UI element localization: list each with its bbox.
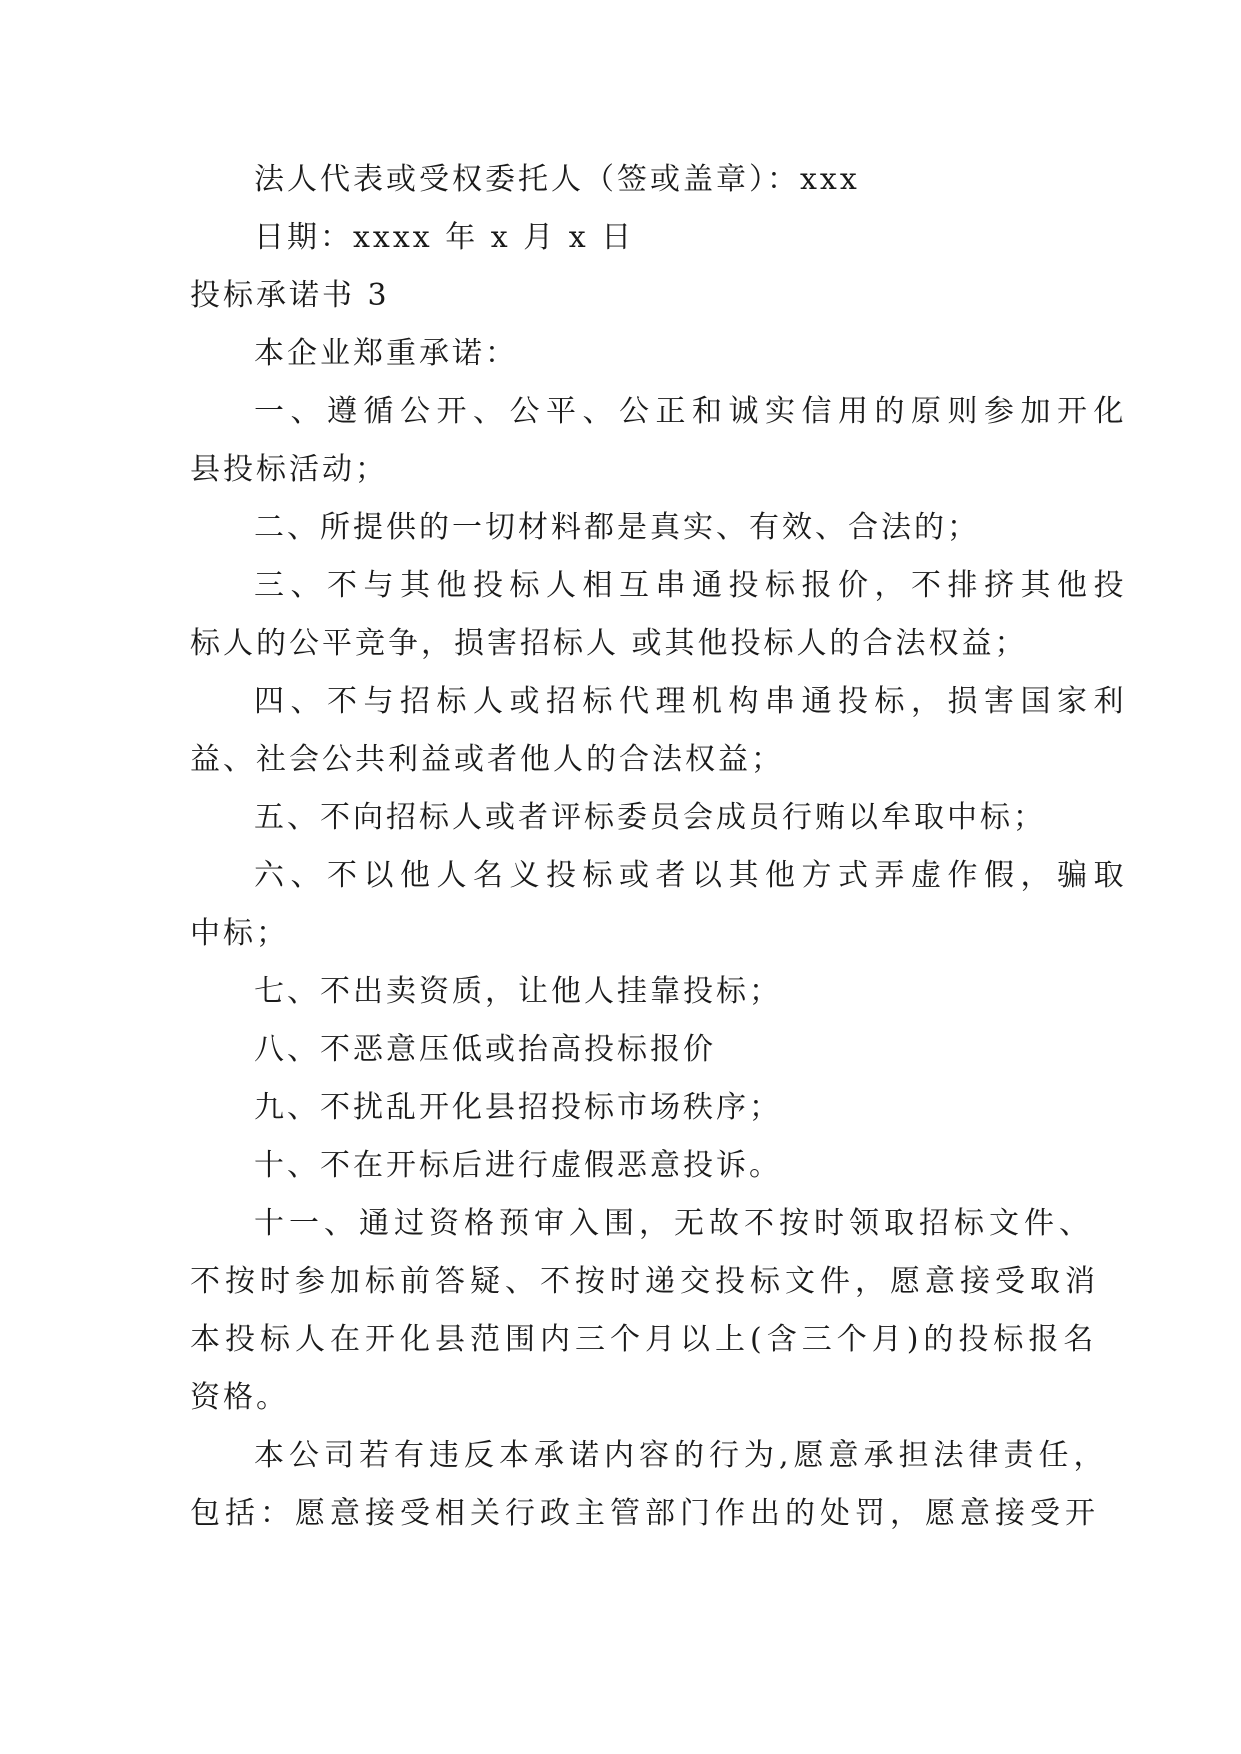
paragraph-line: 六、不以他人名义投标或者以其他方式弄虚作假，骗取 — [254, 858, 1130, 893]
paragraph-line: 十一、通过资格预审入围，无故不按时领取招标文件、 — [254, 1206, 1094, 1241]
paragraph-line: 八、不恶意压低或抬高投标报价 — [254, 1032, 716, 1067]
paragraph-line: 资格。 — [190, 1380, 289, 1415]
paragraph-line: 本公司若有违反本承诺内容的行为,愿意承担法律责任， — [254, 1438, 1109, 1473]
paragraph-line: 不按时参加标前答疑、不按时递交投标文件，愿意接受取消 — [190, 1264, 1100, 1299]
paragraph-line: 本企业郑重承诺： — [254, 336, 518, 371]
paragraph-line: 九、不扰乱开化县招投标市场秩序； — [254, 1090, 782, 1125]
paragraph-line: 四、不与招标人或招标代理机构串通投标，损害国家利 — [254, 684, 1130, 719]
paragraph-line: 十、不在开标后进行虚假恶意投诉。 — [254, 1148, 782, 1183]
document-body — [190, 162, 1130, 1554]
paragraph-line: 益、社会公共利益或者他人的合法权益； — [190, 742, 784, 777]
paragraph-line: 二、所提供的一切材料都是真实、有效、合法的； — [254, 510, 980, 545]
paragraph-line: 中标； — [190, 916, 289, 951]
signature-line: 法人代表或受权委托人（签或盖章）：xxx — [254, 162, 860, 197]
paragraph-line: 三、不与其他投标人相互串通投标报价，不排挤其他投 — [254, 568, 1130, 603]
section-title: 投标承诺书 3 — [190, 278, 390, 313]
paragraph-line: 标人的公平竞争，损害招标人 或其他投标人的合法权益； — [190, 626, 1028, 661]
date-line: 日期：xxxx 年 x 月 x 日 — [254, 220, 635, 255]
paragraph-line: 五、不向招标人或者评标委员会成员行贿以牟取中标； — [254, 800, 1046, 835]
paragraph-line: 七、不出卖资质，让他人挂靠投标； — [254, 974, 782, 1009]
paragraph-line: 本投标人在开化县范围内三个月以上(含三个月)的投标报名 — [190, 1322, 1099, 1357]
paragraph-line: 一、遵循公开、公平、公正和诚实信用的原则参加开化 — [254, 394, 1130, 429]
paragraph-line: 县投标活动； — [190, 452, 388, 487]
paragraph-line: 包括：愿意接受相关行政主管部门作出的处罚，愿意接受开 — [190, 1496, 1100, 1531]
